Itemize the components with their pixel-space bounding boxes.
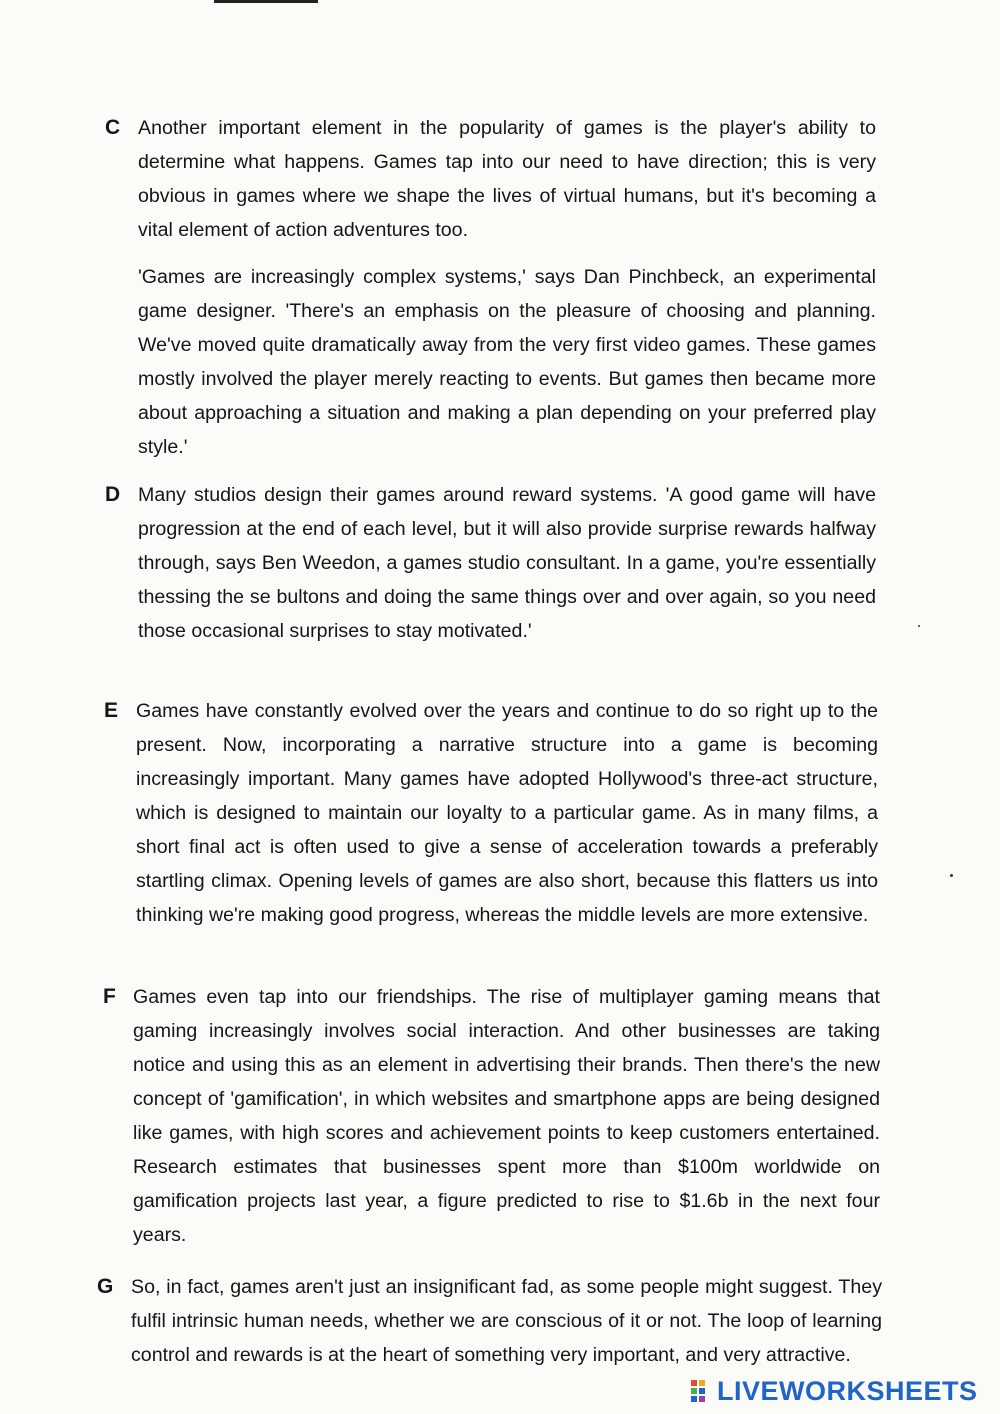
- scan-speck: [950, 874, 953, 877]
- paragraph: Many studios design their games around reward systems. 'A good game will have progression at the end of each level, but it will also provide surprise rewards halfway through, says Ben Weedon, a games studio consultant. In a game, you're essentially thessing the se bultons and doing the same things over and over again, so you need those occasional surprises to stay motivated.': [138, 484, 876, 642]
- section-letter: F: [103, 985, 116, 1008]
- top-rule: [214, 0, 318, 3]
- paragraph: Another important element in the popularity of games is the player's ability to determine what happens. Games tap into our need to have direction; this is very obvious in games where we shape the lives of virtual humans, but it's becoming a vital element of action adventures too.: [138, 117, 876, 241]
- paragraph: Games have constantly evolved over the years and continue to do so right up to the present. Now, incorporating a narrative structure into a game is becoming increasingly important. Many games have adopted Hollywood's three-act structure, which is designed to maintain our loyalty to a particular game. As in many films, a short final act is often used to give a sense of acceleration towards a preferably startling climax. Opening levels of games are also short, because this flatters us into thinking we're making good progress, whereas the middle levels are more extensive.: [136, 700, 878, 926]
- paragraph: So, in fact, games aren't just an insignificant fad, as some people might suggest. They fulfil intrinsic human needs, whether we are conscious of it or not. The loop of learning control and rewards is at the heart of something very important, and very attractive.: [131, 1276, 882, 1366]
- section-letter: D: [105, 483, 121, 506]
- watermark-text: LIVEWORKSHEETS: [717, 1375, 978, 1406]
- paragraph: 'Games are increasingly complex systems,' says Dan Pinchbeck, an experimental game designer. 'There's an emphasis on the pleasure of choosing and planning. We've moved quite dramatically away from the very first video games. These games mostly involved the player merely reacting to events. But games then became more about approaching a situation and making a plan depending on your preferred play style.': [138, 266, 876, 458]
- liveworksheets-logo-icon: [690, 1379, 714, 1403]
- liveworksheets-watermark: [690, 1376, 978, 1406]
- paragraph: Games even tap into our friendships. The rise of multiplayer gaming means that gaming increasingly involves social interaction. And other businesses are taking notice and using this as an element in advertising their brands. Then there's the new concept of 'gamification', in which websites and smartphone apps are being designed like games, with high scores and achievement points to keep customers entertained. Research estimates that businesses spent more than $100m worldwide on gamification projects last year, a figure predicted to rise to $1.6b in the next four years.: [133, 986, 880, 1246]
- section-letter: C: [105, 116, 121, 139]
- section-letter: E: [104, 699, 119, 722]
- section-letter: G: [97, 1275, 114, 1298]
- scan-speck: [918, 625, 920, 627]
